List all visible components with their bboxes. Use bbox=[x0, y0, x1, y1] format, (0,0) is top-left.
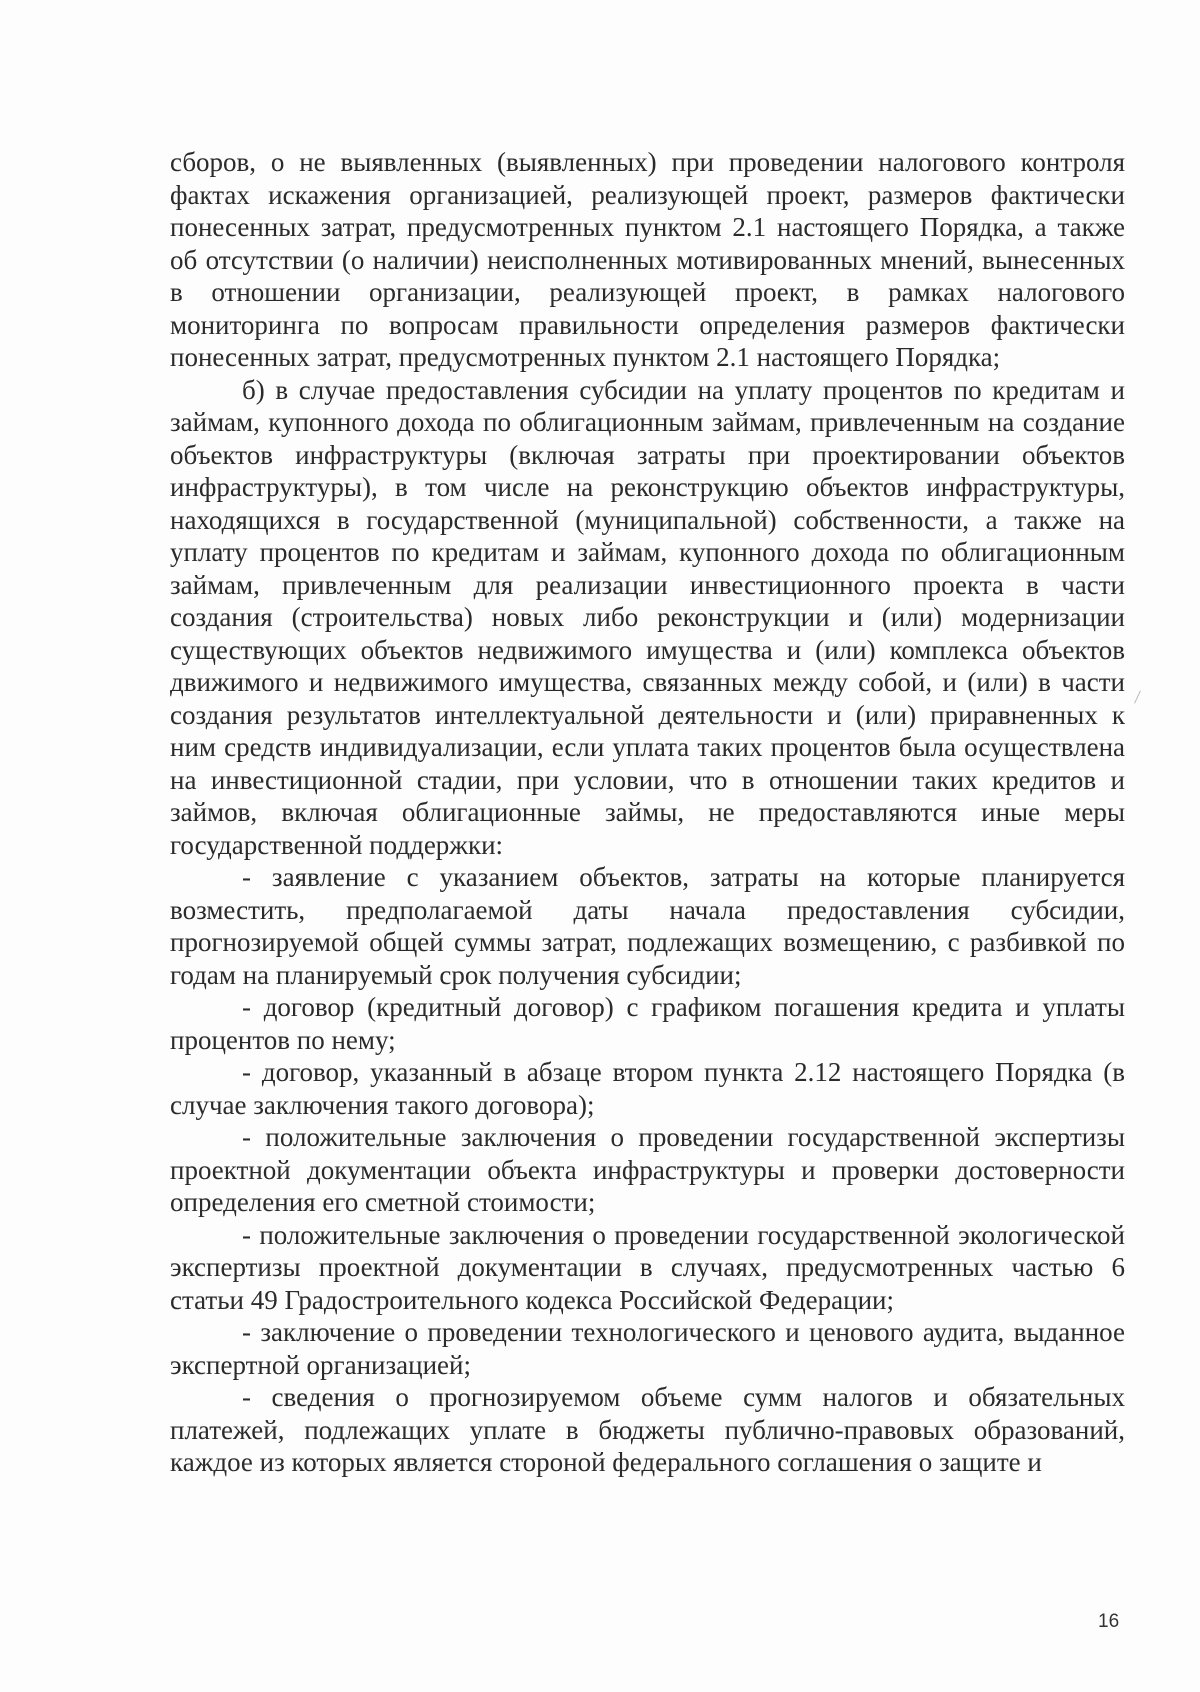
list-item-tax-information: - сведения о прогнозируемом объеме сумм налогов и обязательных платежей, подлежащих уплате в бюджеты публично-правовых образований, каждое из которых является стороной федерального соглашения о защите и bbox=[170, 1382, 1125, 1477]
list-item-agreement: - договор, указанный в абзаце втором пункта 2.12 настоящего Порядка (в случае заключения такого договора); bbox=[170, 1057, 1125, 1120]
margin-mark bbox=[1134, 690, 1141, 703]
list-item-state-expertise: - положительные заключения о проведении государственной экспертизы проектной документации объекта инфраструктуры и проверки достоверности определения его сметной стоимости; bbox=[170, 1122, 1125, 1217]
list-item-credit-agreement: - договор (кредитный договор) с графиком погашения кредита и уплаты процентов по нему; bbox=[170, 992, 1125, 1055]
list-item-ecological-expertise: - положительные заключения о проведении государственной экологической экспертизы проектной документации в случаях, предусмотренных частью 6 статьи 49 Градостроительного кодекса Российской Федерации; bbox=[170, 1219, 1125, 1315]
list-item-application: - заявление с указанием объектов, затраты на которые планируется возместить, предполагаемой даты начала предоставления субсидии, прогнозируемой общей суммы затрат, подлежащих возмещению, с разбивкой по годам на планируемый срок получения субсидии; bbox=[170, 862, 1125, 990]
document-body bbox=[170, 146, 1125, 1479]
paragraph-2: б) в случае предоставления субсидии на уплату процентов по кредитам и займам, купонного дохода по облигационным займам, привлеченным на создание объектов инфраструктуры (включая затраты при проектировании объектов инфраструктуры), в том числе на реконструкцию объектов инфраструктуры, находящихся в государственной (муниципальной) собственности, а также на уплату процентов по кредитам и займам, купонного дохода по облигационным займам, привлеченным для реализации инвестиционного проекта в части создания (строительства) новых либо реконструкции и (или) модернизации существующих объектов недвижимого имущества и (или) комплекса объектов движимого и недвижимого имущества, связанных между собой, и (или) в части создания результатов интеллектуальной деятельности и (или) приравненных к ним средств индивидуализации, если уплата таких процентов была осуществлена на инвестиционной стадии, при условии, что в отношении таких кредитов и займов, включая облигационные займы, не предоставляются иные меры государственной поддержки: bbox=[170, 374, 1125, 860]
paragraph-1: сборов, о не выявленных (выявленных) при проведении налогового контроля фактах искажения организацией, реализующей проект, размеров фактически понесенных затрат, предусмотренных пунктом 2.1 настоящего Порядка, а также об отсутствии (о наличии) неисполненных мотивированных мнений, вынесенных в отношении организации, реализующей проект, в рамках налогового мониторинга по вопросам правильности определения размеров фактически понесенных затрат, предусмотренных пунктом 2.1 настоящего Порядка; bbox=[170, 147, 1125, 372]
list-item-audit-conclusion: - заключение о проведении технологического и ценового аудита, выданное экспертной организацией; bbox=[170, 1317, 1125, 1380]
page-number: 16 bbox=[1098, 1611, 1120, 1632]
